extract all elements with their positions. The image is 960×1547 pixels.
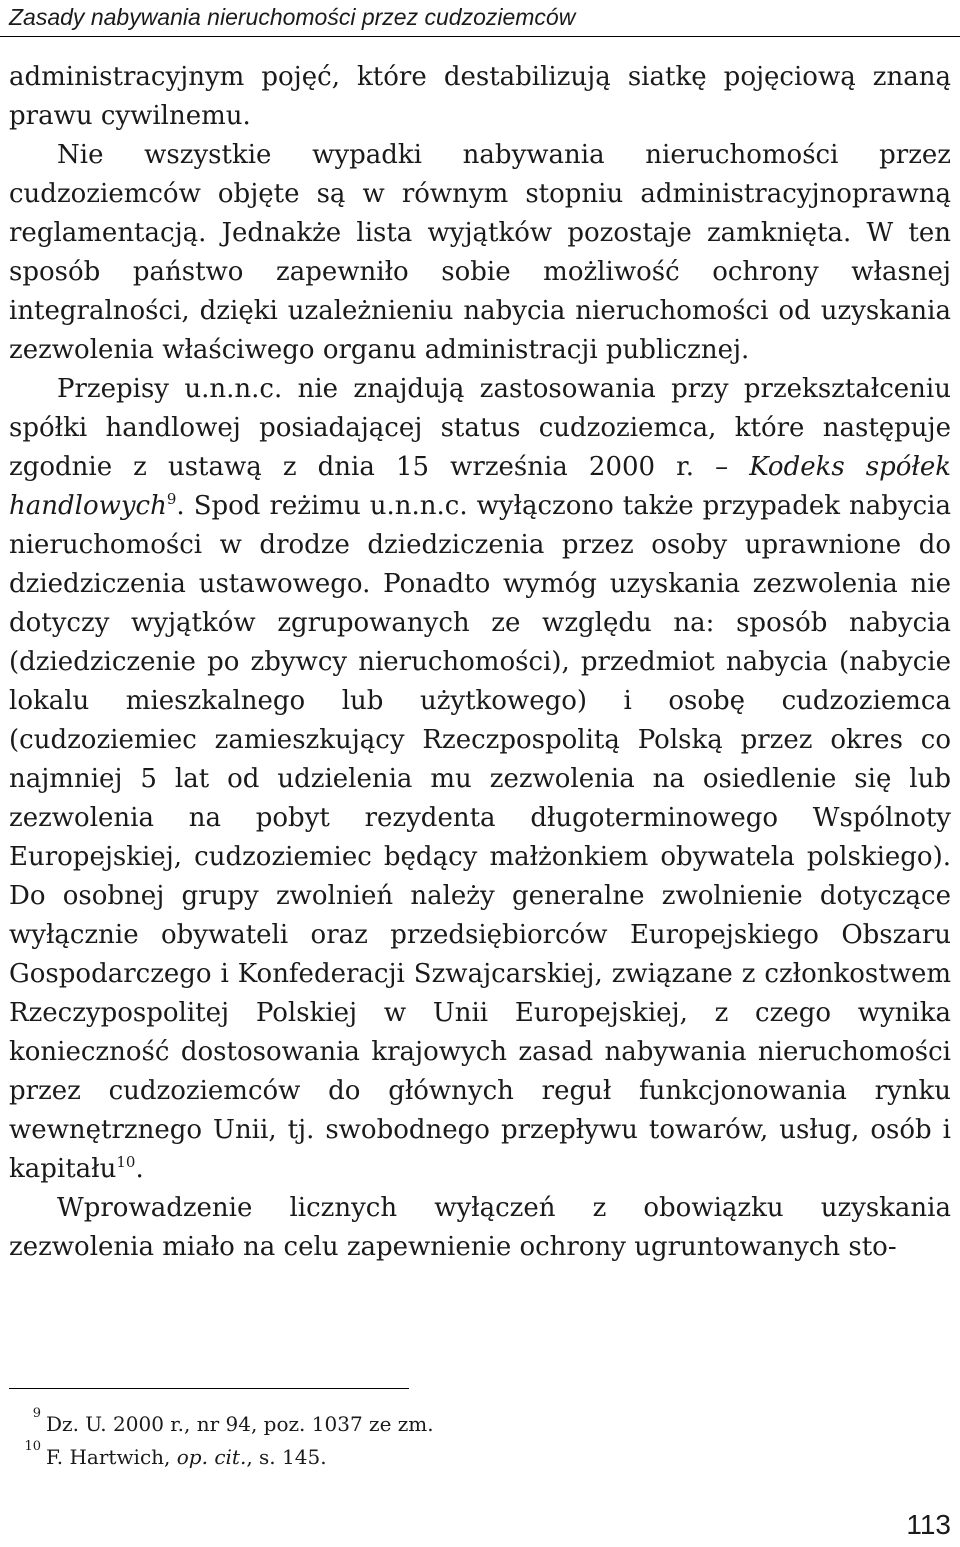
paragraph-exceptions: Nie wszystkie wypadki nabywania nieruchomości przez cudzoziemców objęte są w równym stopniu administracyjnoprawną reglamentacją. Jednakże lista wyjątków pozostaje zamknięta. W ten sposób państwo zapewniło sobie możliwość ochrony własnej integralności, dzięki uzależnieniu nabycia nieruchomości od uzyskania zezwolenia właściwego organu administracji publicznej. [9, 140, 951, 365]
footnotes [24, 1406, 434, 1474]
footnote-reference: 9 [166, 490, 177, 508]
footnote-italic: op. cit. [176, 1445, 247, 1469]
footnote-separator [9, 1388, 409, 1389]
paragraph-continuation: administracyjnym pojęć, które destabilizują siatkę pojęciową znaną prawu cywilnemu. [9, 62, 951, 131]
running-header: Zasady nabywania nieruchomości przez cudzoziemców [9, 4, 576, 30]
page-number: 113 [906, 1509, 951, 1540]
paragraph-text: . Spod reżimu u.n.n.c. wyłączono także przypadek nabycia nieruchomości w drodze dziedziczenia przez osoby uprawnione do dziedziczenia ustawowego. Ponadto wymóg uzyskania zezwolenia nie dotyczy wyjątków zgrupowanych ze względu na: sposób nabycia (dziedziczenie po zbywcy nieruchomości), przedmiot nabycia (nabycie lokalu mieszkalnego lub użytkowego) i osobę cudzoziemca (cudzoziemiec zamieszkujący Rzeczpospolitą Polską przez okres co najmniej 5 lat od udzielenia mu zezwolenia na osiedlenie się lub zezwolenia na pobyt rezydenta długoterminowego Wspólnoty Europejskiej, cudzoziemiec będący małżonkiem obywatela polskiego). Do osobnej grupy zwolnień należy generalne zwolnienie dotyczące wyłącznie obywateli oraz przedsiębiorców Europejskiego Obszaru Gospodarczego i Konfederacji Szwajcarskiej, związane z członkostwem Rzeczypospolitej Polskiej w Unii Europejskiej, z czego wynika konieczność dostosowania krajowych zasad nabywania nieruchomości przez cudzoziemców do głównych reguł funkcjonowania rynku wewnętrznego Unii, tj. swobodnego przepływu towarów, usług, osób i kapitału [9, 491, 951, 1184]
paragraph-exclusions [9, 370, 951, 1189]
footnote-mark: 9 [32, 1406, 41, 1421]
paragraph-text: Przepisy u.n.n.c. nie znajdują zastosowania przy przekształceniu spółki handlowej posiadającej status cudzoziemca, które następuje zgodnie z ustawą z dnia 15 września 2000 r. – [9, 374, 951, 482]
paragraph-introduction: Wprowadzenie licznych wyłączeń z obowiązku uzyskania zezwolenia miało na celu zapewnienie ochrony ugruntowanych sto- [9, 1193, 951, 1262]
italic-act-title: Kodeks spółek handlowych [9, 452, 952, 521]
footnote-text: , s. 145. [246, 1445, 327, 1469]
main-text [9, 58, 951, 1267]
footnote-item [24, 1439, 434, 1474]
footnote-text: Dz. U. 2000 r., nr 94, poz. 1037 ze zm. [46, 1412, 434, 1436]
footnote-item [32, 1406, 434, 1441]
footnote-mark: 10 [24, 1439, 41, 1454]
paragraph-text: . [135, 1154, 144, 1184]
header-rule [0, 36, 960, 37]
footnote-text: F. Hartwich, [46, 1445, 177, 1469]
footnote-reference: 10 [116, 1153, 136, 1171]
